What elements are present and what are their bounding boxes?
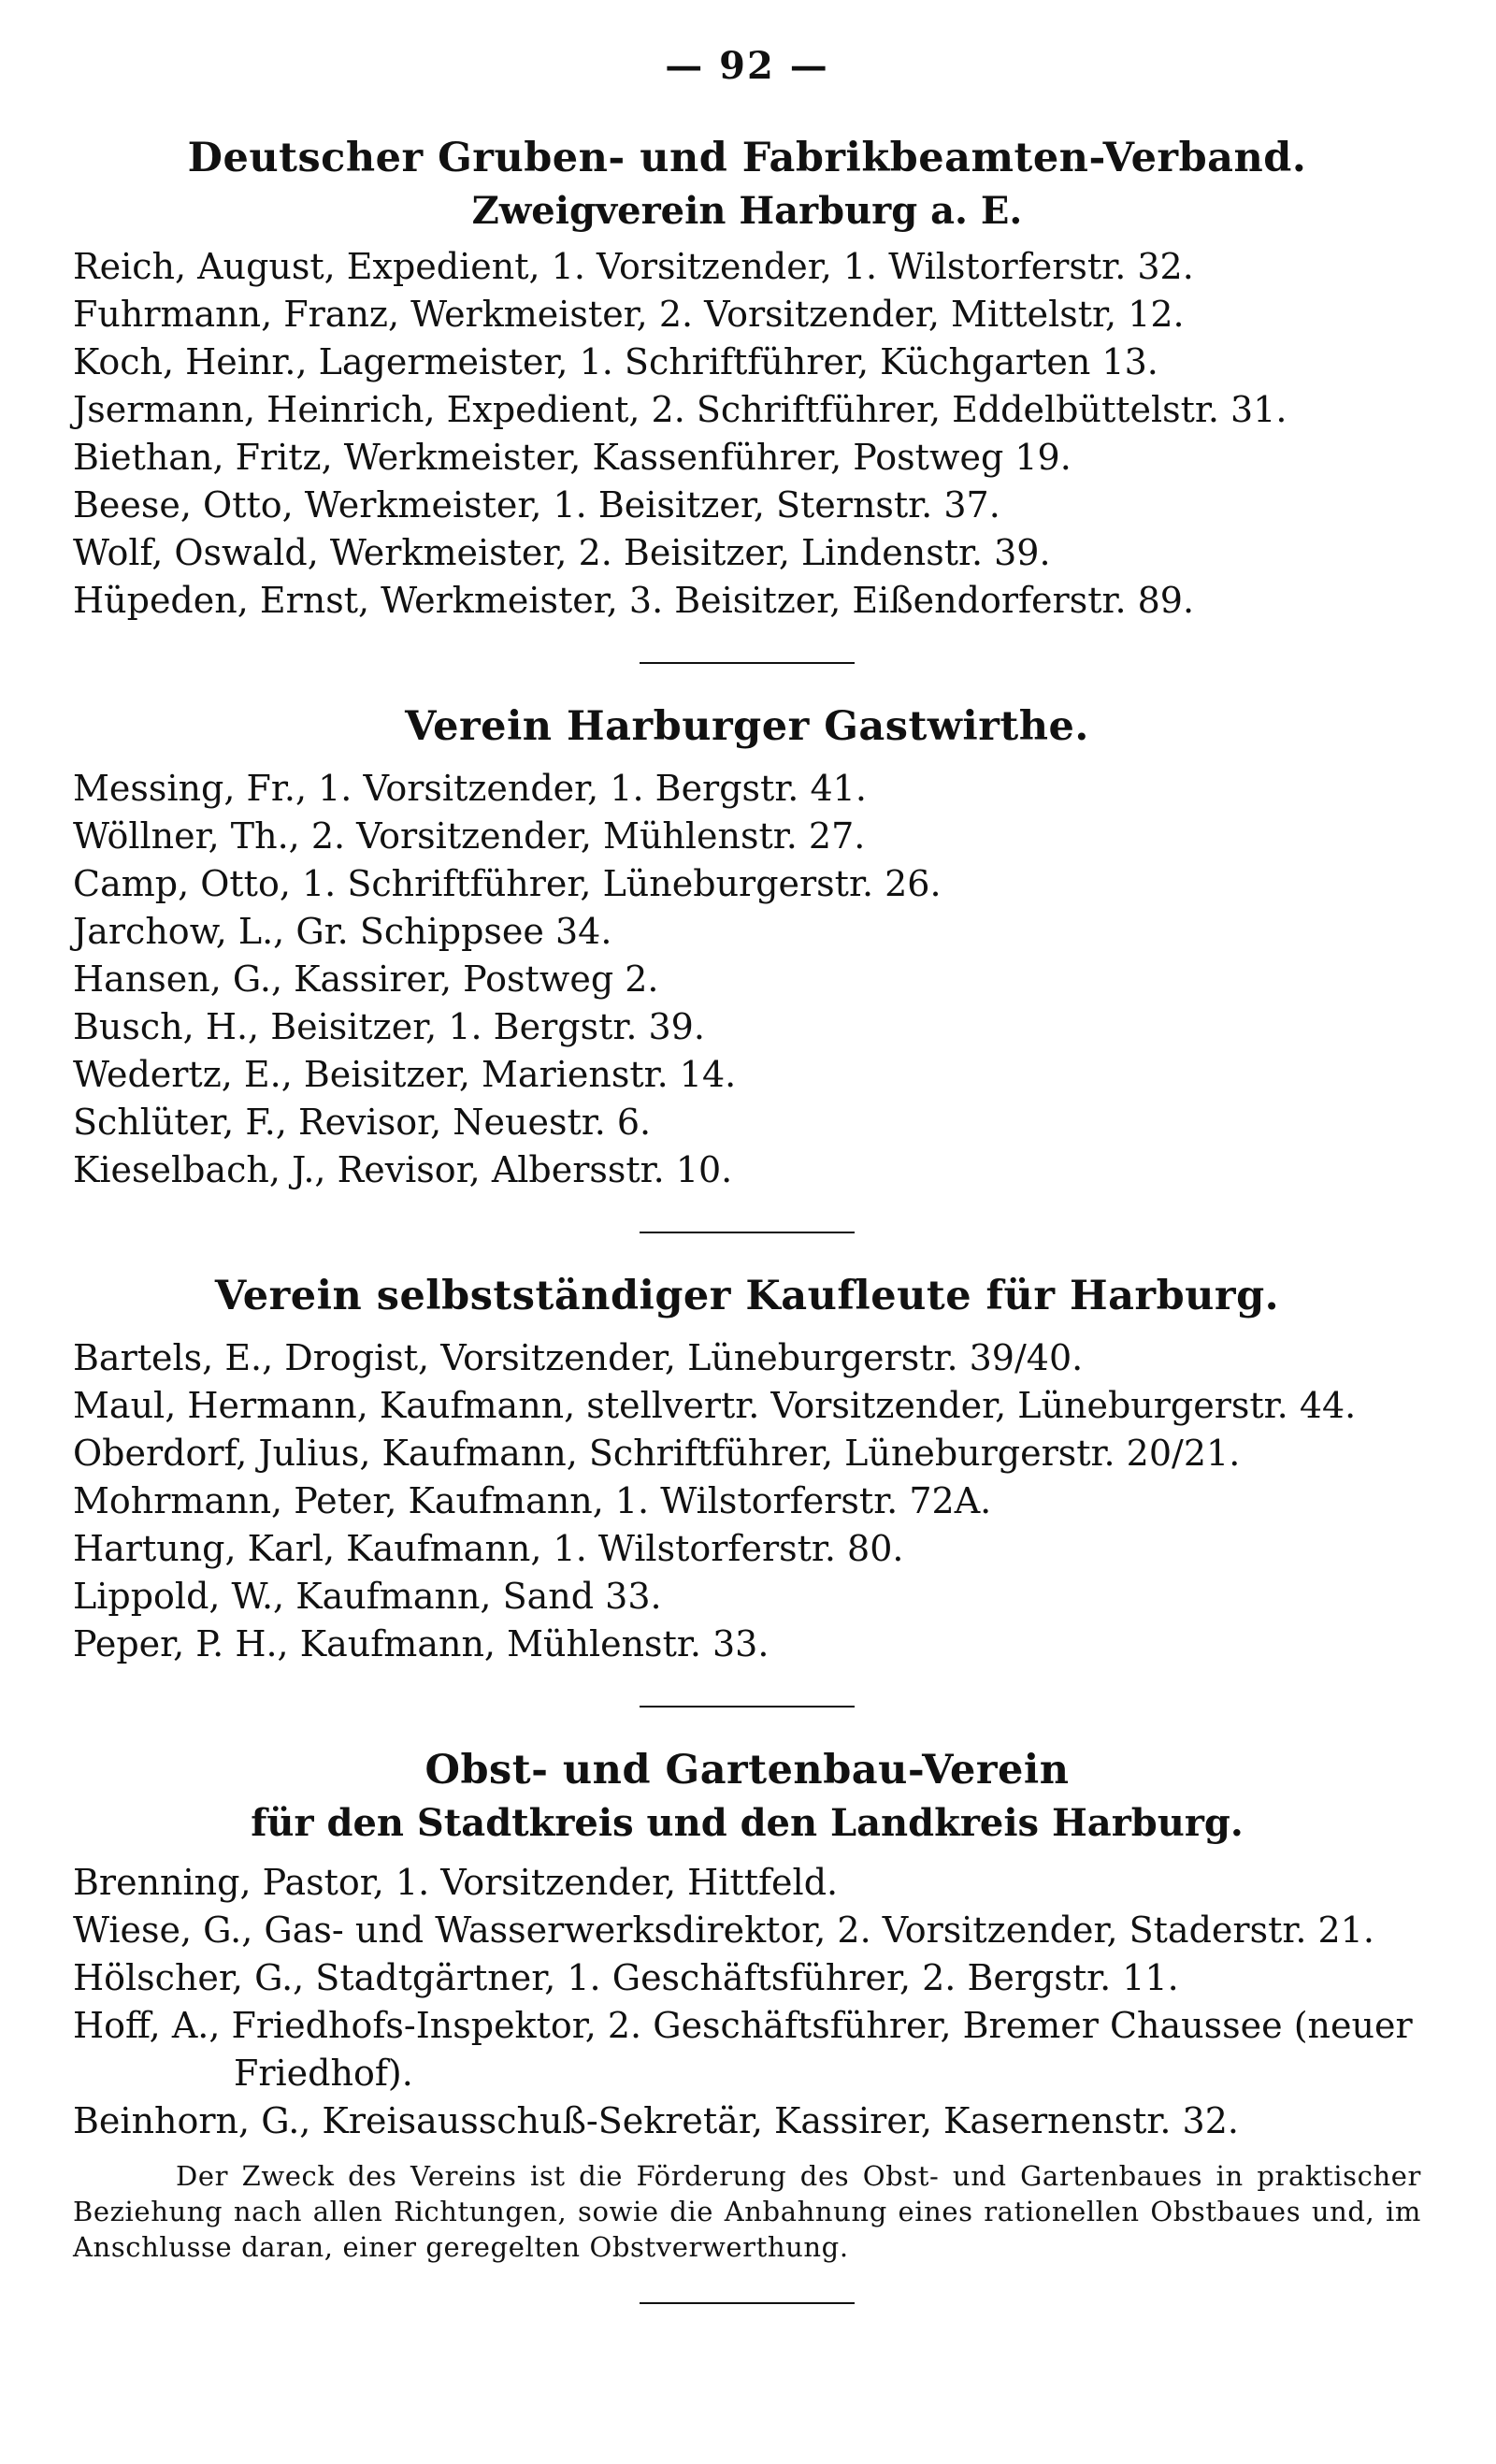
member-entry: Wiese, G., Gas- und Wasserwerksdirektor, 2. Vorsitzender, Staderstr. 21.	[73, 1909, 1374, 1951]
member-entry: Wöllner, Th., 2. Vorsitzender, Mühlenstr. 27.	[73, 815, 866, 857]
section-divider	[640, 1706, 855, 1708]
member-entry: Reich, August, Expedient, 1. Vorsitzender, 1. Wilstorferstr. 32.	[73, 246, 1194, 287]
section-divider	[640, 1232, 855, 1233]
member-entry: Maul, Hermann, Kaufmann, stellvertr. Vorsitzender, Lüneburgerstr. 44.	[73, 1385, 1357, 1426]
member-entry: Brenning, Pastor, 1. Vorsitzender, Hittfeld.	[73, 1862, 839, 1903]
member-list	[73, 243, 1421, 625]
section-divider	[640, 662, 855, 664]
section-gruben-fabrikbeamten	[73, 131, 1421, 625]
member-entry: Koch, Heinr., Lagermeister, 1. Schriftführer, Küchgarten 13.	[73, 341, 1158, 382]
member-entry: Hansen, G., Kassirer, Postweg 2.	[73, 958, 659, 1000]
member-entry: Wedertz, E., Beisitzer, Marienstr. 14.	[73, 1054, 737, 1095]
member-entry: Kieselbach, J., Revisor, Albersstr. 10.	[73, 1149, 733, 1190]
member-list	[73, 765, 1421, 1194]
section-title: Verein selbstständiger Kaufleute für Harburg.	[214, 1273, 1280, 1319]
member-entry: Oberdorf, Julius, Kaufmann, Schriftführer, Lüneburgerstr. 20/21.	[73, 1433, 1241, 1474]
member-entry: Messing, Fr., 1. Vorsitzender, 1. Bergstr. 41.	[73, 768, 867, 809]
member-entry: Camp, Otto, 1. Schriftführer, Lüneburgerstr. 26.	[73, 863, 942, 904]
member-entry: Hölscher, G., Stadtgärtner, 1. Geschäftsführer, 2. Bergstr. 11.	[73, 1957, 1179, 1998]
section-obst-gartenbau	[73, 1743, 1421, 2265]
member-entry: Jarchow, L., Gr. Schippsee 34.	[73, 911, 612, 952]
member-entry: Mohrmann, Peter, Kaufmann, 1. Wilstorferstr. 72A.	[73, 1480, 992, 1521]
member-entry: Hartung, Karl, Kaufmann, 1. Wilstorferstr. 80.	[73, 1528, 904, 1569]
member-entry: Lippold, W., Kaufmann, Sand 33.	[73, 1576, 662, 1617]
member-entry: Peper, P. H., Kaufmann, Mühlenstr. 33.	[73, 1623, 770, 1664]
member-entry: Fuhrmann, Franz, Werkmeister, 2. Vorsitzender, Mittelstr, 12.	[73, 294, 1185, 335]
section-subtitle: Zweigverein Harburg a. E.	[471, 189, 1023, 233]
member-entry: Hüpeden, Ernst, Werkmeister, 3. Beisitzer, Eißendorferstr. 89.	[73, 580, 1195, 621]
member-list	[73, 1334, 1421, 1668]
section-divider	[640, 2302, 855, 2304]
member-entry: Hoff, A., Friedhofs-Inspektor, 2. Geschäftsführer, Bremer Chaussee (neuer Friedhof).	[73, 2005, 1413, 2094]
member-entry: Busch, H., Beisitzer, 1. Bergstr. 39.	[73, 1006, 705, 1047]
section-gastwirthe	[73, 699, 1421, 1194]
member-entry: Bartels, E., Drogist, Vorsitzender, Lüneburgerstr. 39/40.	[73, 1337, 1084, 1378]
association-purpose-note: Der Zweck des Vereins ist die Förderung des Obst- und Gartenbaues in praktischer Beziehung nach allen Richtungen, sowie die Anbahnung eines rationellen Obstbaues und, im Anschlusse daran, einer geregelten Obstverwerthung.	[73, 2160, 1421, 2263]
section-title: Verein Harburger Gastwirthe.	[405, 703, 1089, 750]
member-entry: Beese, Otto, Werkmeister, 1. Beisitzer, Sternstr. 37.	[73, 484, 1000, 526]
page-number: — 92 —	[665, 44, 829, 88]
member-entry: Wolf, Oswald, Werkmeister, 2. Beisitzer, Lindenstr. 39.	[73, 532, 1051, 573]
member-entry: Beinhorn, G., Kreisausschuß-Sekretär, Kassirer, Kasernenstr. 32.	[73, 2100, 1239, 2141]
member-list	[73, 1859, 1421, 2145]
member-entry: Schlüter, F., Revisor, Neuestr. 6.	[73, 1102, 652, 1143]
section-title: Obst- und Gartenbau-Verein	[424, 1747, 1070, 1794]
section-subtitle: für den Stadtkreis und den Landkreis Harburg.	[251, 1801, 1244, 1845]
member-entry: Jsermann, Heinrich, Expedient, 2. Schriftführer, Eddelbüttelstr. 31.	[73, 389, 1287, 430]
section-kaufleute	[73, 1269, 1421, 1668]
section-title: Deutscher Gruben- und Fabrikbeamten-Verband.	[187, 135, 1307, 181]
member-entry: Biethan, Fritz, Werkmeister, Kassenführer, Postweg 19.	[73, 437, 1072, 478]
